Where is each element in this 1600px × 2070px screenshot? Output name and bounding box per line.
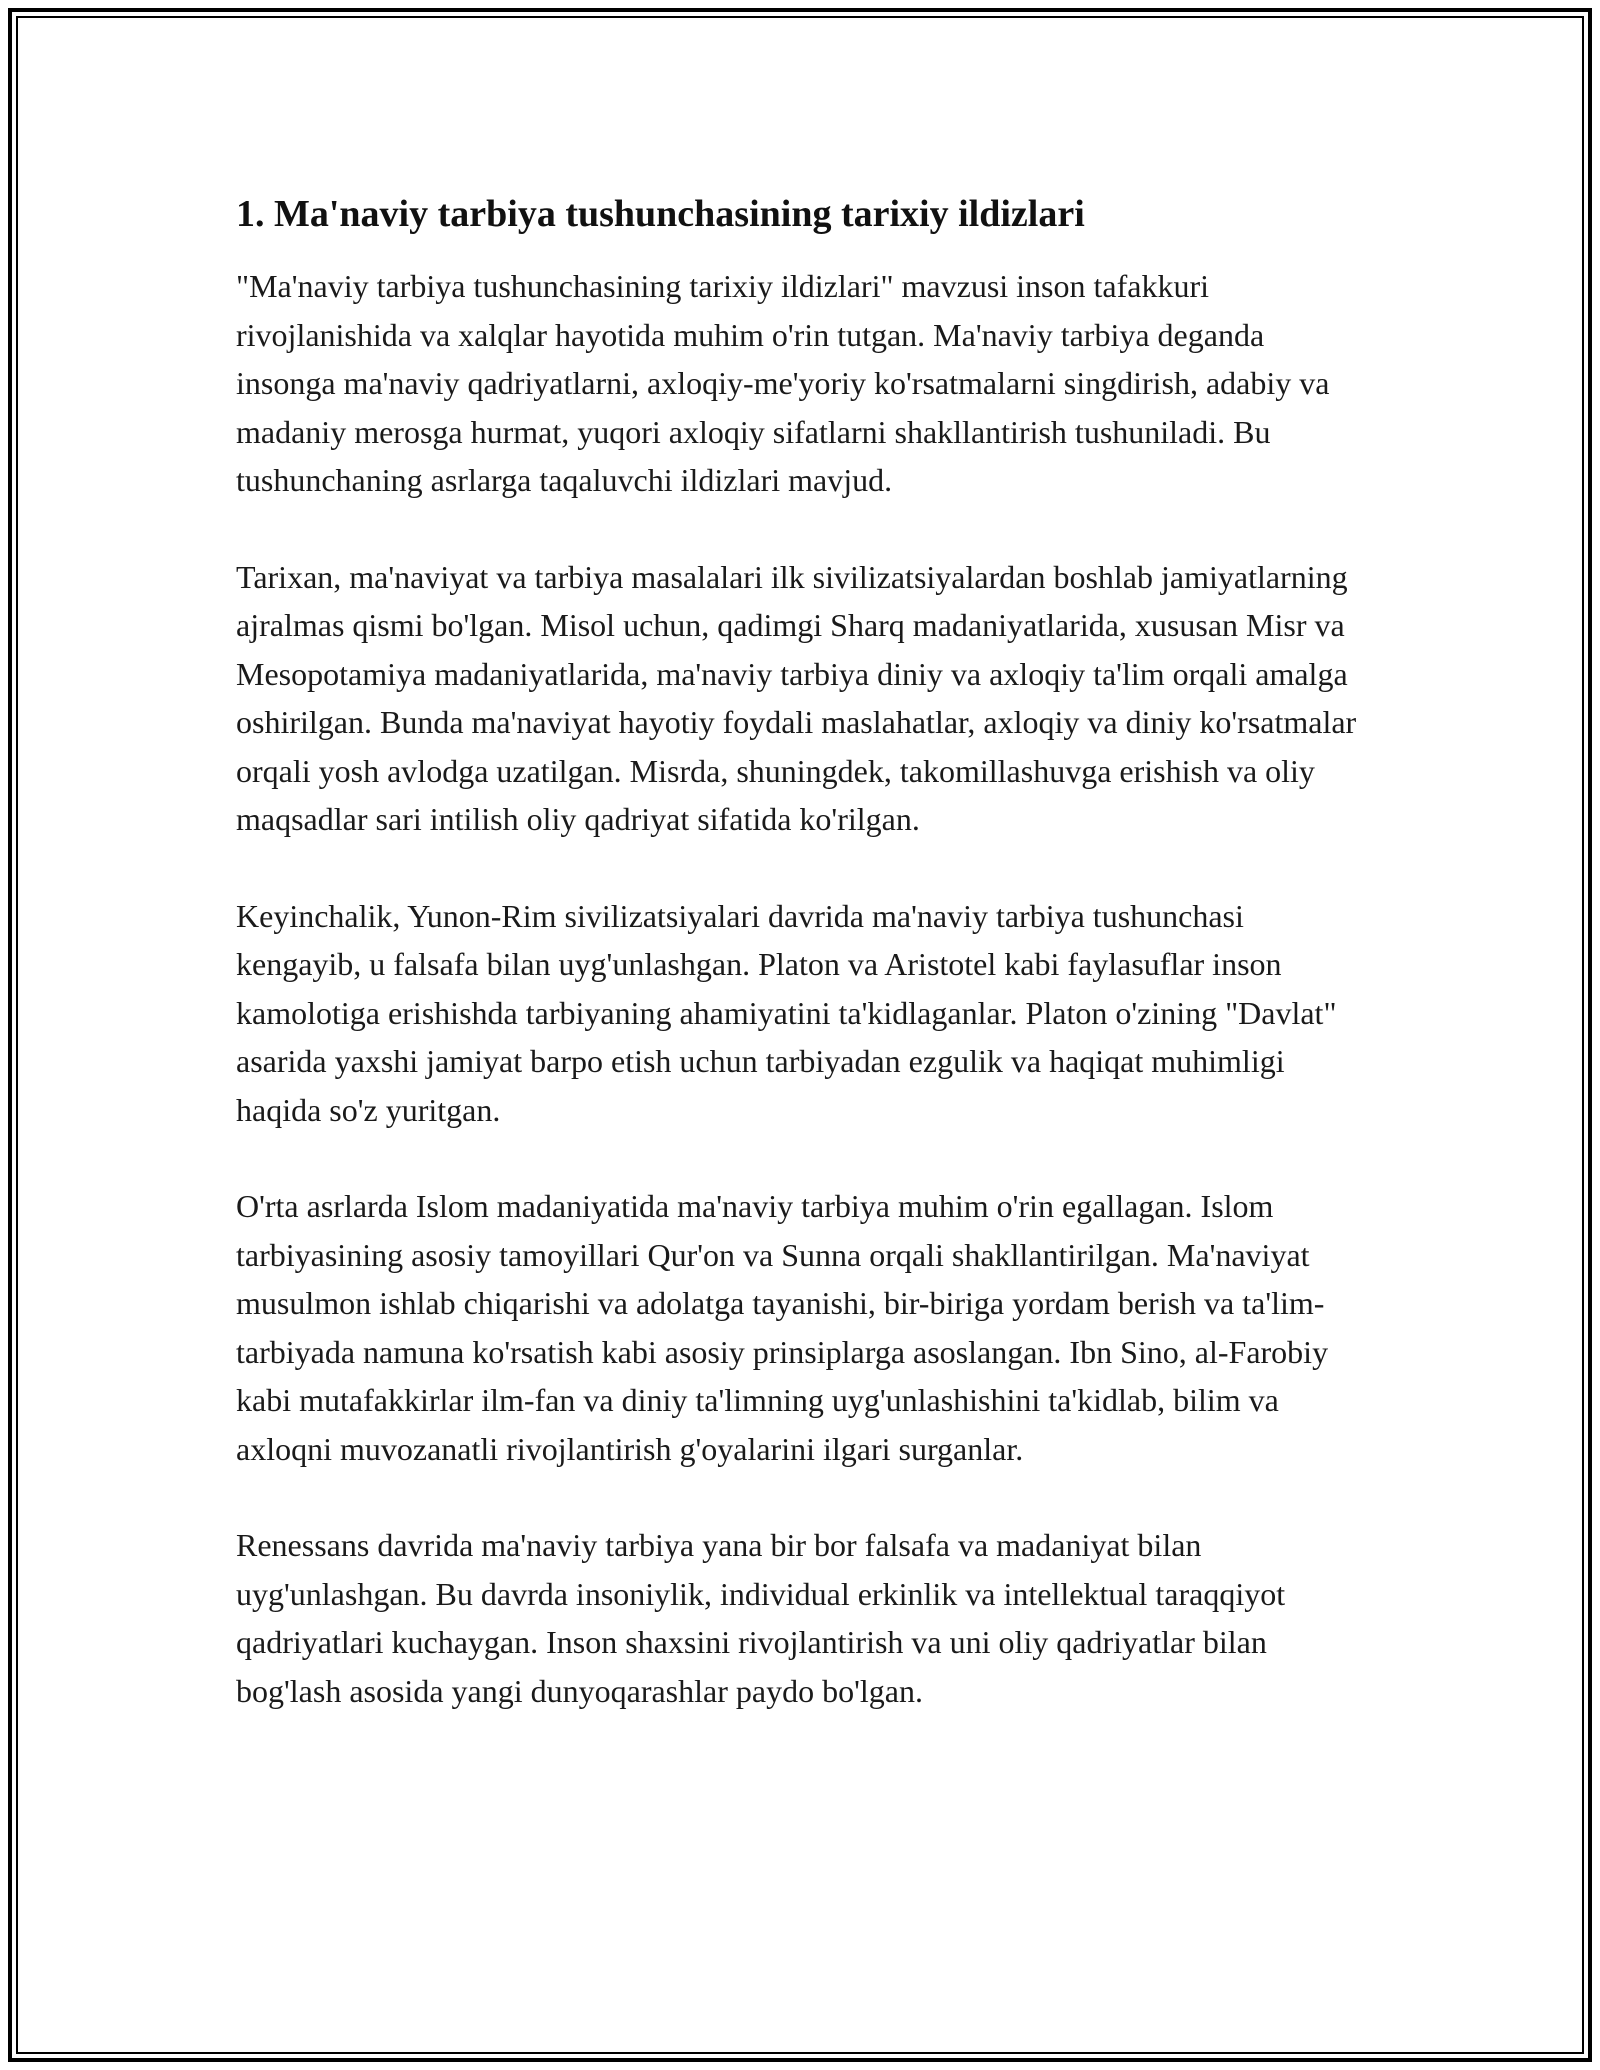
paragraph-greco-roman: Keyinchalik, Yunon-Rim sivilizatsiyalari davrida ma'naviy tarbiya tushunchasi kengayib, u falsafa bilan uyg'unlashgan. Platon va Aristotel kabi faylasuflar inson kamolotiga erishishda tarbiyaning ahamiyatini ta'kidlaganlar. Platon o'zining "Davlat" asarida yaxshi jamiyat barpo etish uchun tarbiyadan ezgulik va haqiqat muhimligi haqida so'z yuritgan. [236,897,1337,1128]
paragraph-ancient-east: Tarixan, ma'naviyat va tarbiya masalalari ilk sivilizatsiyalardan boshlab jamiyatlarning ajralmas qismi bo'lgan. Misol uchun, qadimgi Sharq madaniyatlarida, xususan Misr va Mesopotamiya madaniyatlarida, ma'naviy tarbiya diniy va axloqiy ta'lim orqali amalga oshirilgan. Bunda ma'naviyat hayotiy foydali maslahatlar, axloqiy va diniy ko'rsatmalar orqali yosh avlodga uzatilgan. Misrda, shuningdek, takomillashuvga erishish va oliy maqsadlar sari intilish oliy qadriyat sifatida ko'rilgan. [236,558,1357,837]
paragraph-renaissance: Renessans davrida ma'naviy tarbiya yana bir bor falsafa va madaniyat bilan uyg'unlashgan. Bu davrda insoniylik, individual erkinlik va intellektual taraqqiyot qadriyatlari kuchaygan. Inson shaxsini rivojlantirish va uni oliy qadriyatlar bilan bog'lash asosida yangi dunyoqarashlar paydo bo'lgan. [236,1527,1286,1709]
section-heading: 1. Ma'naviy tarbiya tushunchasining tarixiy ildizlari [236,193,1085,235]
document-body [236,186,1368,1763]
paragraph-introduction: "Ma'naviy tarbiya tushunchasining tarixiy ildizlari" mavzusi inson tafakkuri rivojlanishida va xalqlar hayotida muhim o'rin tutgan. Ma'naviy tarbiya deganda insonga ma'naviy qadriyatlarni, axloqiy-me'yoriy ko'rsatmalarni singdirish, adabiy va madaniy merosga hurmat, yuqori axloqiy sifatlarni shakllantirish tushuniladi. Bu tushunchaning asrlarga taqaluvchi ildizlari mavjud. [236,268,1330,498]
paragraph-islamic-middle-ages: O'rta asrlarda Islom madaniyatida ma'naviy tarbiya muhim o'rin egallagan. Islom tarbiyasining asosiy tamoyillari Qur'on va Sunna orqali shakllantirilgan. Ma'naviyat musulmon ishlab chiqarishi va adolatga tayanishi, bir-biriga yordam berish va ta'lim-tarbiyada namuna ko'rsatish kabi asosiy prinsiplarga asoslangan. Ibn Sino, al-Farobiy kabi mutafakkirlar ilm-fan va diniy ta'limning uyg'unlashishini ta'kidlab, bilim va axloqni muvozanatli rivojlantirish g'oyalarini ilgari surganlar. [236,1188,1329,1467]
